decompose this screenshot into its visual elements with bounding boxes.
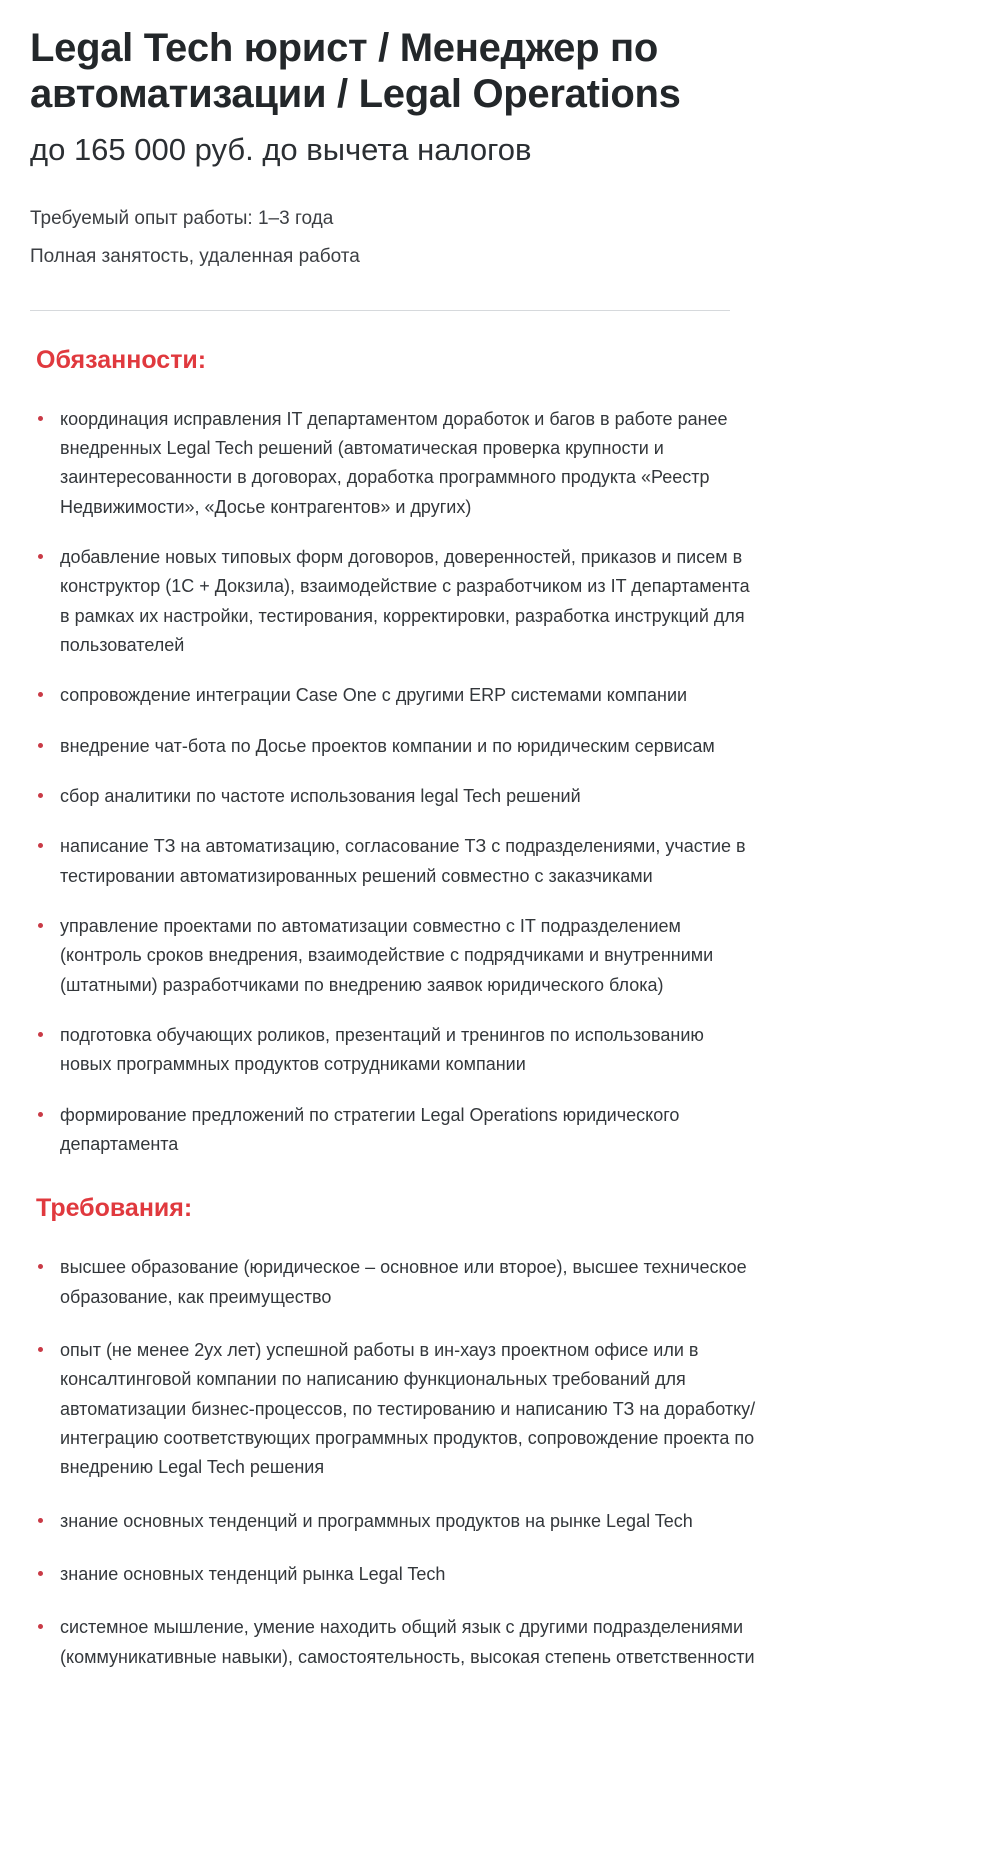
list-item: [30, 1560, 760, 1589]
list-item-text: написание ТЗ на автоматизацию, согласование ТЗ с подразделениями, участие в тестировании автоматизированных решений совместно с заказчиками: [60, 836, 746, 886]
list-item-text: подготовка обучающих роликов, презентаций и тренингов по использованию новых программных продуктов сотрудниками компании: [60, 1025, 704, 1075]
list-item-text: сбор аналитики по частоте использования legal Tech решений: [60, 786, 581, 807]
list-item-text: знание основных тенденций рынка Legal Tech: [60, 1564, 446, 1584]
list-item-text: системное мышление, умение находить общий язык с другими подразделениями (коммуникативные навыки), самостоятельность, высокая степень ответственности: [60, 1617, 755, 1667]
section-responsibilities: [30, 345, 960, 1160]
section-heading: Требования:: [36, 1194, 193, 1223]
bullet-list: [30, 405, 960, 1160]
employment-type: Полная занятость, удаленная работа: [30, 246, 360, 268]
bullet-dot-icon: [38, 793, 43, 798]
list-item-text: сопровождение интеграции Case One с другими ERP системами компании: [60, 685, 688, 706]
bullet-dot-icon: [38, 1571, 43, 1576]
vacancy-description: [30, 345, 960, 1672]
list-item-text: знание основных тенденций и программных продуктов на рынке Legal Tech: [60, 1510, 693, 1531]
bullet-dot-icon: [38, 692, 43, 697]
list-item-text: координация исправления IT департаментом доработок и багов в работе ранее внедренных Legal Tech решений (автоматическая проверка крупности и заинтересованности в договорах, доработка программного продукта «Реестр Недвижимости», «Досье контрагентов» и других): [60, 408, 728, 517]
bullet-dot-icon: [38, 1624, 43, 1629]
bullet-dot-icon: [38, 416, 43, 421]
list-item: [30, 1336, 760, 1483]
salary-value: до 165 000 руб. до вычета налогов: [30, 132, 532, 168]
experience-required: Требуемый опыт работы: 1–3 года: [30, 207, 334, 229]
list-item: [30, 1021, 760, 1080]
header-divider: [30, 310, 730, 311]
list-item-text: управление проектами по автоматизации совместно с IT подразделением (контроль сроков внедрения, взаимодействие с подрядчиками и внутренними (штатными) разработчиками по внедрению заявок юридического блока): [60, 916, 714, 995]
list-item-text: внедрение чат-бота по Досье проектов компании и по юридическим сервисам: [60, 735, 715, 756]
bullet-dot-icon: [38, 1032, 43, 1037]
bullet-dot-icon: [38, 923, 43, 928]
list-item: [30, 1613, 760, 1672]
bullet-dot-icon: [38, 1264, 43, 1269]
list-item: [30, 832, 760, 891]
bullet-dot-icon: [38, 554, 43, 559]
list-item: [30, 782, 760, 811]
list-item-text: высшее образование (юридическое – основное или второе), высшее техническое образование, как преимущество: [60, 1257, 747, 1307]
list-item: [30, 912, 760, 1000]
list-item: [30, 405, 760, 522]
list-item: [30, 1101, 760, 1160]
bullet-list: [30, 1253, 960, 1672]
vacancy-meta: [30, 204, 960, 272]
bullet-dot-icon: [38, 1518, 43, 1523]
list-item: [30, 681, 760, 710]
bullet-dot-icon: [38, 1112, 43, 1117]
bullet-dot-icon: [38, 1347, 43, 1352]
list-item: [30, 732, 760, 761]
list-item-text: формирование предложений по стратегии Legal Operations юридического департамента: [60, 1104, 680, 1155]
list-item: [30, 1507, 760, 1536]
section-heading: Обязанности:: [36, 345, 207, 374]
list-item-text: опыт (не менее 2ух лет) успешной работы в ин-хауз проектном офисе или в консалтинговой компании по написанию функциональных требований для автоматизации бизнес-процессов, по тестированию и написанию ТЗ на доработку/интеграцию соответствующих программных продуктов, сопровождение проекта по внедрению Legal Tech решения: [60, 1340, 756, 1478]
bullet-dot-icon: [38, 743, 43, 748]
bullet-dot-icon: [38, 843, 43, 848]
list-item: [30, 543, 760, 660]
page-title: Legal Tech юрист / Менеджер по автоматизации / Legal Operations: [30, 26, 681, 116]
section-requirements: [30, 1193, 960, 1672]
list-item-text: добавление новых типовых форм договоров, доверенностей, приказов и писем в конструктор (1С + Докзила), взаимодействие с разработчиком из IT департамента в рамках их настройки, тестирования, корректировки, разработка инструкций для пользователей: [60, 547, 750, 656]
list-item: [30, 1253, 760, 1312]
